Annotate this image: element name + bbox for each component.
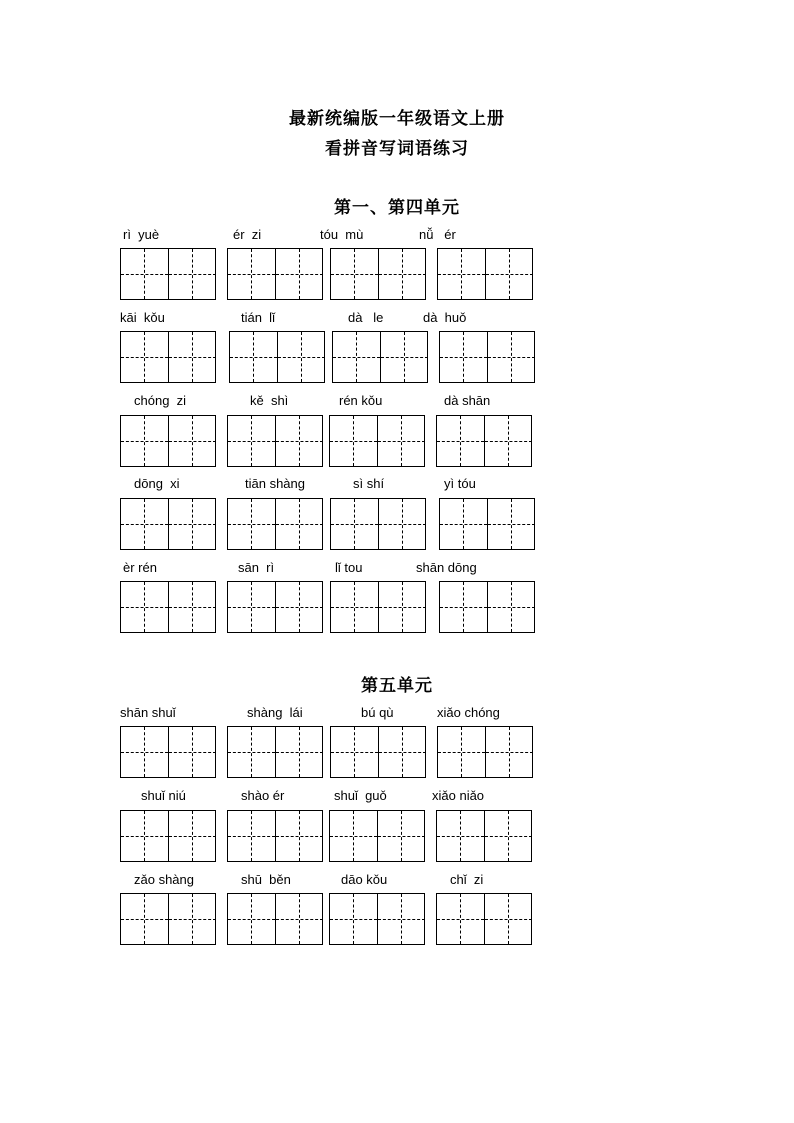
pinyin-label: dà shān	[444, 393, 491, 408]
pinyin-label: xiǎo niǎo	[432, 788, 485, 803]
pinyin-label: tiān shànɡ	[245, 476, 305, 491]
pinyin-label: dà huǒ	[423, 310, 467, 325]
section-title: 第五单元	[361, 676, 433, 696]
pinyin-label: èr rén	[123, 560, 157, 575]
pinyin-label: xiǎo chónɡ	[437, 705, 500, 720]
pinyin-label: shuǐ niú	[141, 788, 186, 803]
pinyin-label: zǎo shànɡ	[134, 872, 194, 887]
writing-grid[interactable]	[330, 581, 426, 633]
pinyin-label: chǐ zi	[450, 872, 484, 887]
writing-grid[interactable]	[227, 248, 323, 300]
writing-grid[interactable]	[120, 893, 216, 945]
writing-grid[interactable]	[439, 498, 535, 550]
page-title-line2: 看拼音写词语练习	[325, 139, 469, 159]
pinyin-label: shànɡ lái	[247, 705, 303, 720]
writing-grid[interactable]	[436, 893, 532, 945]
pinyin-label: chónɡ zi	[134, 393, 187, 408]
pinyin-label: rì yuè	[123, 227, 160, 242]
pinyin-label: kě shì	[250, 393, 289, 408]
writing-grid[interactable]	[227, 498, 323, 550]
writing-grid[interactable]	[436, 415, 532, 467]
writing-grid[interactable]	[229, 331, 325, 383]
writing-grid[interactable]	[437, 726, 533, 778]
section-title: 第一、第四单元	[334, 198, 460, 218]
writing-grid[interactable]	[227, 415, 323, 467]
writing-grid[interactable]	[120, 415, 216, 467]
writing-grid[interactable]	[330, 248, 426, 300]
pinyin-label: bú qù	[361, 705, 394, 720]
pinyin-label: dà le	[348, 310, 384, 325]
pinyin-label: kāi kǒu	[120, 310, 165, 325]
writing-grid[interactable]	[120, 810, 216, 862]
writing-grid[interactable]	[436, 810, 532, 862]
writing-grid[interactable]	[439, 331, 535, 383]
pinyin-label: shān shuǐ	[120, 705, 176, 720]
pinyin-label: tóu mù	[320, 227, 364, 242]
page-title-line1: 最新统编版一年级语文上册	[289, 109, 505, 129]
pinyin-label: lǐ tou	[335, 560, 363, 575]
writing-grid[interactable]	[439, 581, 535, 633]
writing-grid[interactable]	[332, 331, 428, 383]
writing-grid[interactable]	[329, 893, 425, 945]
writing-grid[interactable]	[330, 726, 426, 778]
pinyin-label: tián lǐ	[241, 310, 275, 325]
writing-grid[interactable]	[120, 498, 216, 550]
pinyin-label: ér zi	[233, 227, 262, 242]
writing-grid[interactable]	[120, 581, 216, 633]
writing-grid[interactable]	[227, 893, 323, 945]
writing-grid[interactable]	[330, 498, 426, 550]
writing-grid[interactable]	[120, 331, 216, 383]
writing-grid[interactable]	[329, 415, 425, 467]
pinyin-label: yì tóu	[444, 476, 476, 491]
pinyin-label: shū běn	[241, 872, 291, 887]
pinyin-label: shān dōnɡ	[416, 560, 477, 575]
writing-grid[interactable]	[227, 726, 323, 778]
pinyin-label: rén kǒu	[339, 393, 383, 408]
pinyin-label: nǚ ér	[419, 227, 456, 242]
pinyin-label: sān rì	[238, 560, 275, 575]
pinyin-label: shuǐ ɡuǒ	[334, 788, 387, 803]
writing-grid[interactable]	[120, 726, 216, 778]
pinyin-label: dōnɡ xi	[134, 476, 180, 491]
writing-grid[interactable]	[120, 248, 216, 300]
pinyin-label: dāo kǒu	[341, 872, 388, 887]
pinyin-label: sì shí	[353, 476, 385, 491]
writing-grid[interactable]	[329, 810, 425, 862]
writing-grid[interactable]	[437, 248, 533, 300]
pinyin-label: shào ér	[241, 788, 285, 803]
writing-grid[interactable]	[227, 810, 323, 862]
writing-grid[interactable]	[227, 581, 323, 633]
